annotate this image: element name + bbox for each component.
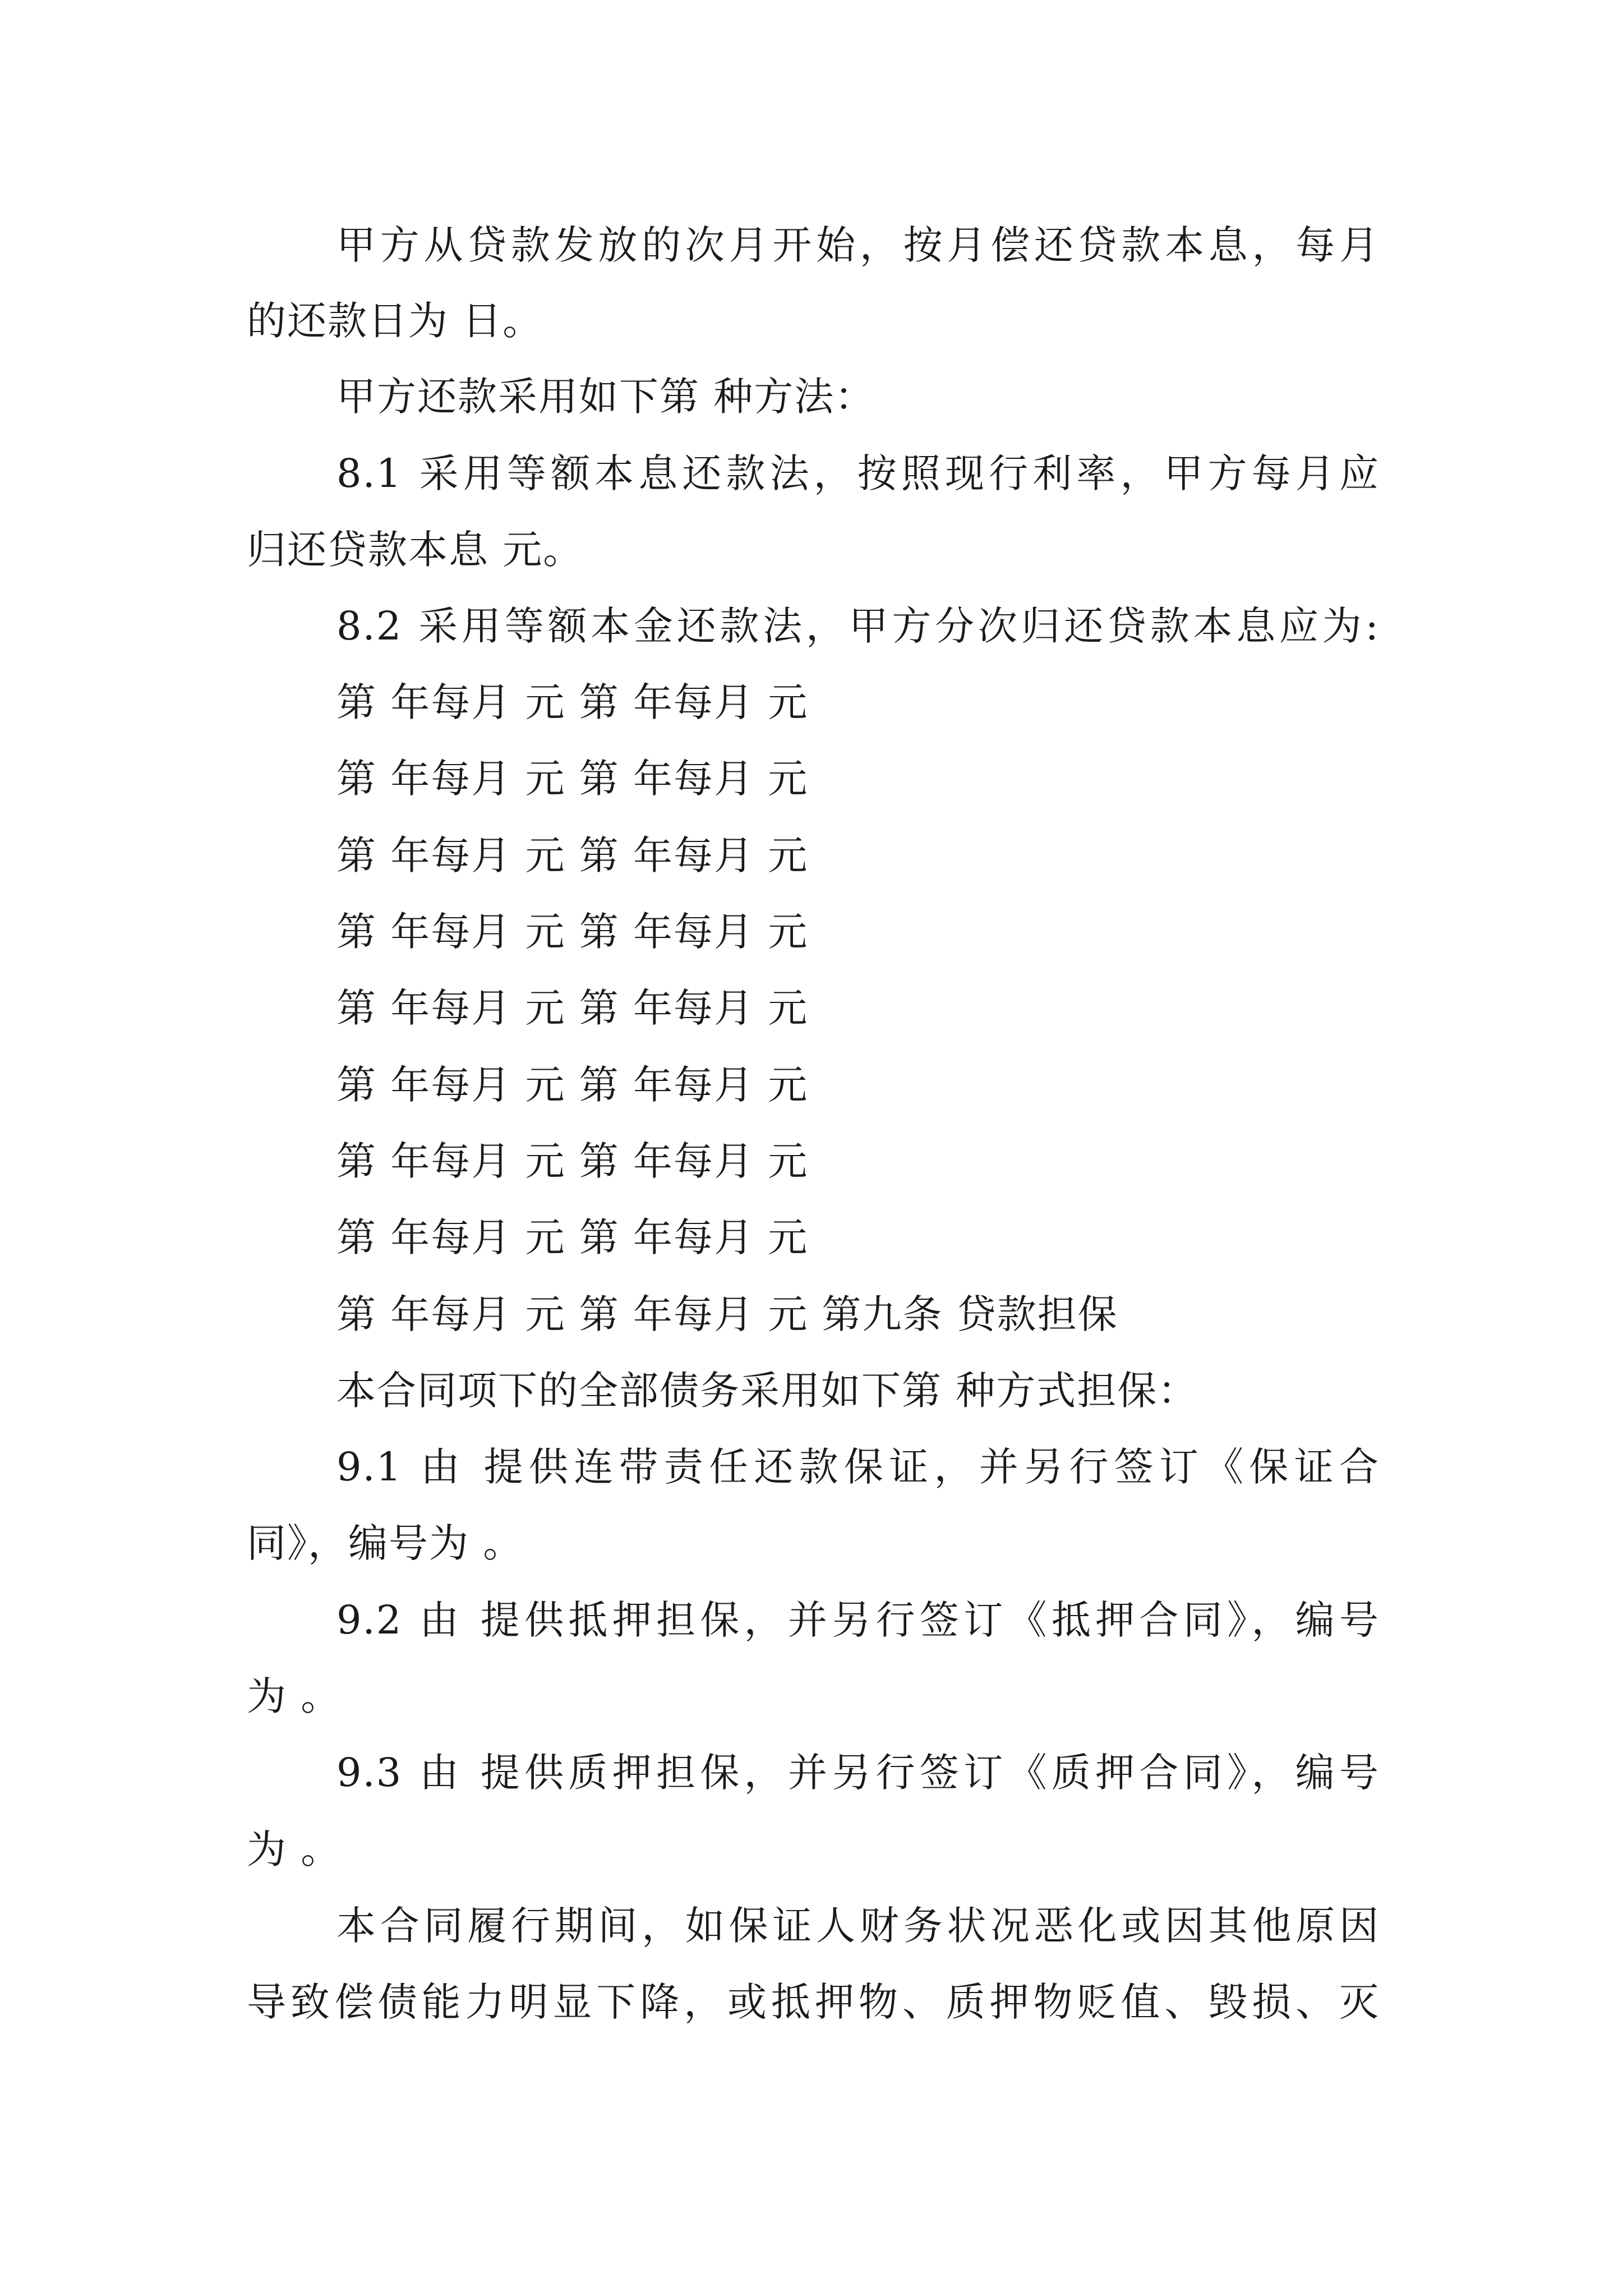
text-line: 的还款日为 日。 [247, 298, 543, 344]
text-line: 本合同项下的全部债务采用如下第 种方式担保： [336, 1368, 1198, 1414]
payment-schedule-row: 第 年每月 元 第 年每月 元 [336, 679, 809, 725]
text-line: 甲方从贷款发放的次月开始，按月偿还贷款本息，每月 [336, 222, 1380, 268]
text-line: 甲方还款采用如下第 种方法： [336, 374, 875, 420]
payment-schedule-row: 第 年每月 元 第 年每月 元 第九条 贷款担保 [336, 1291, 1118, 1337]
text-line: 导致偿债能力明显下降，或抵押物、质押物贬值、毁损、灭 [247, 1979, 1380, 2025]
text-line: 为 。 [247, 1826, 342, 1872]
text-line: 归还贷款本息 元。 [247, 527, 584, 573]
payment-schedule-row: 第 年每月 元 第 年每月 元 [336, 1138, 809, 1184]
payment-schedule-row: 第 年每月 元 第 年每月 元 [336, 832, 809, 878]
text-line: 9.1 由 提供连带责任还款保证，并另行签订《保证合 [336, 1444, 1380, 1490]
payment-schedule-row: 第 年每月 元 第 年每月 元 [336, 909, 809, 955]
payment-schedule-row: 第 年每月 元 第 年每月 元 [336, 1062, 809, 1108]
text-line: 为 。 [247, 1673, 342, 1719]
text-line: 8.1 采用等额本息还款法，按照现行利率，甲方每月应 [336, 450, 1380, 496]
payment-schedule-row: 第 年每月 元 第 年每月 元 [336, 1214, 809, 1260]
text-line: 本合同履行期间，如保证人财务状况恶化或因其他原因 [336, 1903, 1380, 1949]
text-line: 同》，编号为 。 [247, 1520, 524, 1566]
text-line: 8.2 采用等额本金还款法，甲方分次归还贷款本息应为: [336, 603, 1380, 649]
text-line: 9.2 由 提供抵押担保，并另行签订《抵押合同》，编号 [336, 1597, 1380, 1643]
payment-schedule-row: 第 年每月 元 第 年每月 元 [336, 756, 809, 802]
payment-schedule-row: 第 年每月 元 第 年每月 元 [336, 985, 809, 1031]
text-line: 9.3 由 提供质押担保，并另行签订《质押合同》，编号 [336, 1750, 1380, 1796]
